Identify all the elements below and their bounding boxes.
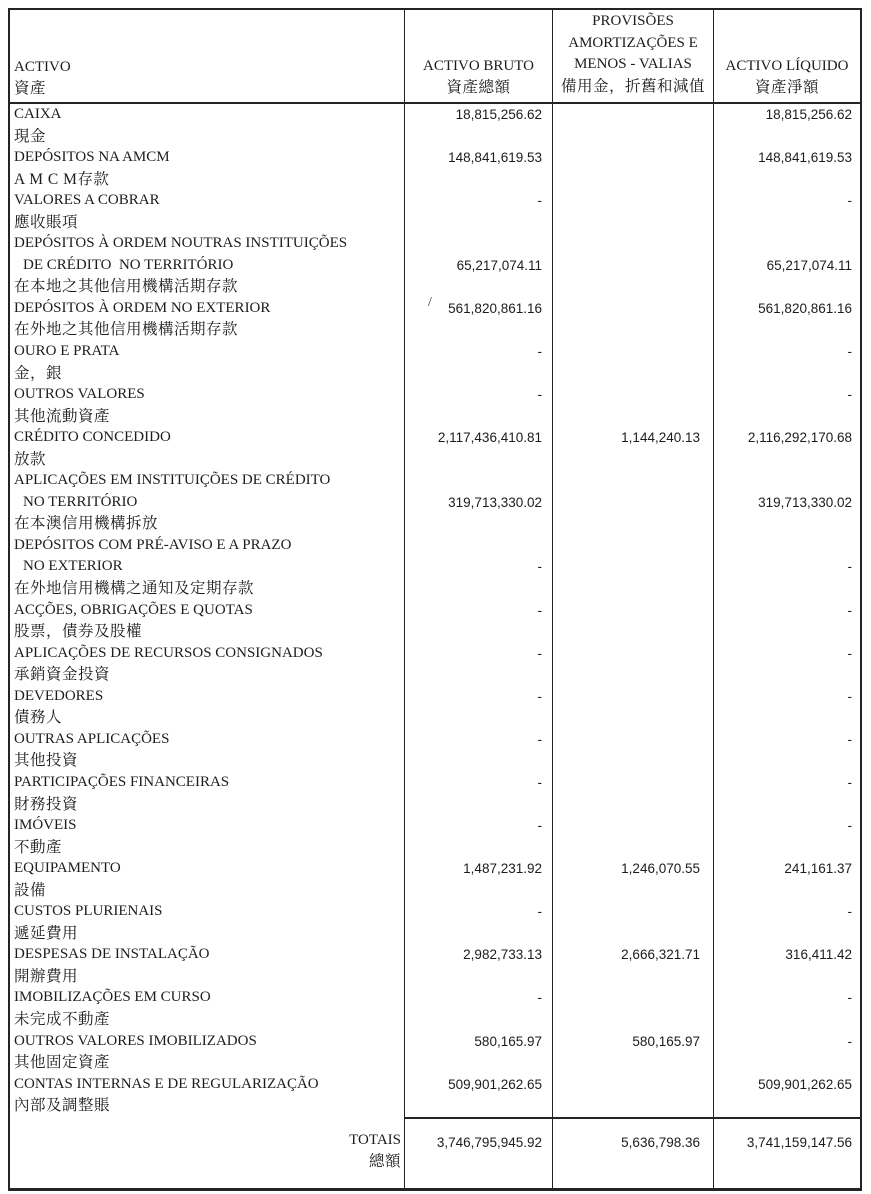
row-label-cn: 財務投資 [14, 795, 79, 813]
header-activo-liquido [714, 10, 860, 102]
row-label-pt: DE CRÉDITO NO TERRITÓRIO [23, 256, 234, 273]
row-activo-bruto: 580,165.97 [405, 1031, 553, 1074]
table-row [10, 233, 860, 298]
table-row [10, 384, 860, 427]
row-activo-bruto: - [405, 729, 553, 772]
row-label [10, 729, 405, 772]
row-label [10, 190, 405, 233]
row-label-cn: A M C M存款 [14, 170, 110, 188]
row-activo-bruto: 148,841,619.53 [405, 147, 553, 190]
header-activo [10, 10, 405, 102]
row-label-pt: OURO E PRATA [14, 343, 120, 360]
table-row [10, 600, 860, 643]
row-label-cn: 放款 [14, 450, 47, 468]
row-label-pt: EQUIPAMENTO [14, 860, 121, 877]
totals-activo-bruto: 3,746,795,945.92 [405, 1117, 553, 1188]
table-row [10, 470, 860, 535]
row-activo-liquido: 2,116,292,170.68 [747, 430, 852, 446]
row-provisoes [553, 772, 714, 815]
row-activo-liquido: 241,161.37 [784, 861, 852, 877]
table-row [10, 686, 860, 729]
row-label-pt: DEPÓSITOS À ORDEM NO EXTERIOR [14, 299, 271, 316]
row-label-pt: IMÓVEIS [14, 817, 77, 834]
row-label [10, 104, 405, 147]
row-label-pt: OUTROS VALORES IMOBILIZADOS [14, 1032, 257, 1049]
table-row [10, 815, 860, 858]
row-activo-liquido: - [847, 559, 852, 575]
row-provisoes: 1,246,070.55 [553, 858, 714, 901]
row-label [10, 815, 405, 858]
row-provisoes [553, 600, 714, 643]
row-activo-bruto: - [405, 535, 553, 600]
header-provisoes-cn: 備用金，折舊和減值 [560, 77, 705, 95]
table-row [10, 341, 860, 384]
row-provisoes [553, 341, 714, 384]
row-label-cn: 股票，債券及股權 [14, 623, 143, 641]
row-activo-bruto: 2,982,733.13 [405, 944, 553, 987]
row-activo-bruto: - [405, 987, 553, 1030]
row-label [10, 535, 405, 600]
row-label [10, 147, 405, 190]
header-provisoes-line2: AMORTIZAÇÕES E [568, 34, 698, 51]
row-label-pt: NO EXTERIOR [23, 558, 123, 575]
row-label-cn: 開辦費用 [14, 967, 79, 985]
row-activo-bruto: - [405, 341, 553, 384]
row-label [10, 686, 405, 729]
row-activo-bruto: 509,901,262.65 [405, 1074, 553, 1117]
row-activo-bruto: - [405, 772, 553, 815]
row-activo-bruto: 319,713,330.02 [405, 470, 553, 535]
row-activo-liquido: - [847, 818, 852, 834]
row-provisoes [553, 643, 714, 686]
table-row [10, 535, 860, 600]
row-label [10, 772, 405, 815]
row-label [10, 901, 405, 944]
row-provisoes [553, 470, 714, 535]
row-label [10, 987, 405, 1030]
table-row [10, 427, 860, 470]
header-provisoes [553, 10, 714, 102]
row-provisoes [553, 535, 714, 600]
scan-artifact-slash: / [428, 295, 432, 310]
row-provisoes [553, 729, 714, 772]
header-provisoes-line1: PROVISÕES [592, 13, 674, 29]
row-activo-liquido: - [847, 344, 852, 360]
totals-label-pt: TOTAIS [349, 1131, 401, 1148]
row-provisoes [553, 901, 714, 944]
totals-label [10, 1117, 405, 1188]
header-activo-bruto-cn: 資產總額 [446, 79, 511, 97]
row-label-cn: 內部及調整賬 [14, 1097, 111, 1115]
row-activo-bruto: 65,217,074.11 [405, 233, 553, 298]
row-activo-bruto: - [405, 384, 553, 427]
row-label-pt: DEPÓSITOS À ORDEM NOUTRAS INSTITUIÇÕES [14, 235, 348, 252]
row-label-cn: 設備 [14, 881, 47, 899]
row-activo-liquido: - [847, 731, 852, 747]
row-label-cn: 其他固定資產 [14, 1054, 111, 1072]
row-label-pt: IMOBILIZAÇÕES EM CURSO [14, 989, 211, 1006]
row-label [10, 427, 405, 470]
row-label [10, 1074, 405, 1117]
row-activo-bruto: - [405, 686, 553, 729]
row-label [10, 600, 405, 643]
row-label-cn: 在本澳信用機構拆放 [14, 515, 159, 533]
header-activo-cn: 資產 [14, 80, 47, 98]
row-label-cn: 遞延費用 [14, 924, 79, 942]
row-label-pt: OUTRAS APLICAÇÕES [14, 730, 170, 747]
row-activo-liquido: - [847, 774, 852, 790]
row-provisoes [553, 147, 714, 190]
totals-activo-liquido: 3,741,159,147.56 [714, 1117, 860, 1188]
table-header [10, 10, 860, 104]
row-label [10, 233, 405, 298]
table-row [10, 987, 860, 1030]
header-activo-pt: ACTIVO [14, 58, 71, 75]
row-activo-liquido: - [847, 688, 852, 704]
table-row [10, 104, 860, 147]
row-label [10, 858, 405, 901]
row-provisoes [553, 233, 714, 298]
row-label-pt: APLICAÇÕES EM INSTITUIÇÕES DE CRÉDITO [14, 472, 331, 489]
row-provisoes [553, 104, 714, 147]
row-label-cn: 在外地之其他信用機構活期存款 [14, 321, 239, 339]
row-label-cn: 現金 [14, 127, 47, 145]
row-provisoes: 580,165.97 [553, 1031, 714, 1074]
row-label-cn: 金，銀 [14, 364, 63, 382]
row-provisoes [553, 384, 714, 427]
row-label [10, 384, 405, 427]
table-row [10, 772, 860, 815]
totals-row [10, 1117, 860, 1188]
row-label-pt: PARTICIPAÇÕES FINANCEIRAS [14, 773, 230, 790]
row-label-pt: NO TERRITÓRIO [23, 493, 138, 510]
row-label-pt: ACÇÕES, OBRIGAÇÕES E QUOTAS [14, 601, 253, 618]
row-label-cn: 承銷資金投資 [14, 666, 111, 684]
row-label [10, 341, 405, 384]
row-label [10, 470, 405, 535]
row-provisoes [553, 298, 714, 341]
row-activo-liquido: - [847, 387, 852, 403]
header-activo-liquido-cn: 資產淨額 [754, 79, 819, 97]
assets-table [8, 8, 862, 1191]
row-label-pt: OUTROS VALORES [14, 386, 145, 403]
row-label [10, 298, 405, 341]
row-activo-liquido: 319,713,330.02 [758, 494, 852, 510]
header-activo-bruto [405, 10, 553, 102]
row-label-cn: 在本地之其他信用機構活期存款 [14, 278, 239, 296]
table-row [10, 1031, 860, 1074]
row-activo-bruto: 1,487,231.92 [405, 858, 553, 901]
row-label-pt: DEVEDORES [14, 687, 104, 704]
table-row [10, 901, 860, 944]
row-activo-bruto: - [405, 901, 553, 944]
row-activo-bruto: 561,820,861.16 [405, 298, 553, 341]
row-activo-liquido: 65,217,074.11 [766, 257, 852, 273]
row-label-pt: DEPÓSITOS NA AMCM [14, 149, 170, 166]
row-activo-liquido: - [847, 1033, 852, 1049]
totals-provisoes: 5,636,798.36 [553, 1117, 714, 1188]
row-activo-bruto: - [405, 600, 553, 643]
row-label-cn: 其他投資 [14, 752, 79, 770]
row-label-pt: VALORES A COBRAR [14, 192, 160, 209]
row-activo-liquido: 316,411.42 [785, 947, 852, 963]
row-provisoes [553, 1074, 714, 1117]
row-activo-liquido: - [847, 193, 852, 209]
table-row [10, 643, 860, 686]
row-activo-bruto: 18,815,256.62 [405, 104, 553, 147]
row-activo-bruto: - [405, 643, 553, 686]
row-label-pt: CONTAS INTERNAS E DE REGULARIZAÇÃO [14, 1075, 319, 1092]
row-label-cn: 未完成不動產 [14, 1010, 111, 1028]
row-label-cn: 應收賬項 [14, 213, 79, 231]
row-provisoes [553, 815, 714, 858]
row-activo-liquido: - [847, 602, 852, 618]
table-row [10, 944, 860, 987]
row-label-pt: DEPÓSITOS COM PRÉ-AVISO E A PRAZO [14, 536, 292, 553]
row-activo-liquido: - [847, 990, 852, 1006]
row-label-cn: 不動產 [14, 838, 63, 856]
header-activo-bruto-pt: ACTIVO BRUTO [423, 57, 534, 74]
row-provisoes [553, 987, 714, 1030]
row-label [10, 1031, 405, 1074]
row-label-cn: 在外地信用機構之通知及定期存款 [14, 580, 255, 598]
row-activo-bruto: - [405, 190, 553, 233]
row-provisoes: 1,144,240.13 [553, 427, 714, 470]
row-activo-liquido: - [847, 904, 852, 920]
row-activo-liquido: 148,841,619.53 [758, 150, 852, 166]
header-activo-liquido-pt: ACTIVO LÍQUIDO [725, 57, 849, 74]
row-label-pt: CUSTOS PLURIENAIS [14, 903, 163, 920]
totals-label-cn: 總額 [368, 1153, 401, 1171]
row-label [10, 643, 405, 686]
header-provisoes-line3: MENOS - VALIAS [574, 56, 692, 73]
row-provisoes [553, 686, 714, 729]
table-row [10, 190, 860, 233]
row-activo-liquido: 509,901,262.65 [758, 1076, 852, 1092]
row-label-cn: 債務人 [14, 709, 63, 727]
row-activo-bruto: 2,117,436,410.81 [405, 427, 553, 470]
row-label-pt: CRÉDITO CONCEDIDO [14, 429, 171, 446]
row-provisoes: 2,666,321.71 [553, 944, 714, 987]
table-row [10, 298, 860, 341]
table-row [10, 1074, 860, 1117]
row-label-pt: DESPESAS DE INSTALAÇÃO [14, 946, 210, 963]
row-activo-liquido: 18,815,256.62 [765, 107, 852, 122]
row-label-pt: CAIXA [14, 106, 62, 122]
row-label [10, 944, 405, 987]
table-row [10, 729, 860, 772]
row-activo-bruto: - [405, 815, 553, 858]
row-activo-liquido: 561,820,861.16 [758, 300, 852, 316]
row-activo-liquido: - [847, 645, 852, 661]
table-row [10, 147, 860, 190]
row-label-pt: APLICAÇÕES DE RECURSOS CONSIGNADOS [14, 644, 323, 661]
table-body [10, 104, 860, 1117]
row-label-cn: 其他流動資產 [14, 407, 111, 425]
row-provisoes [553, 190, 714, 233]
table-row [10, 858, 860, 901]
